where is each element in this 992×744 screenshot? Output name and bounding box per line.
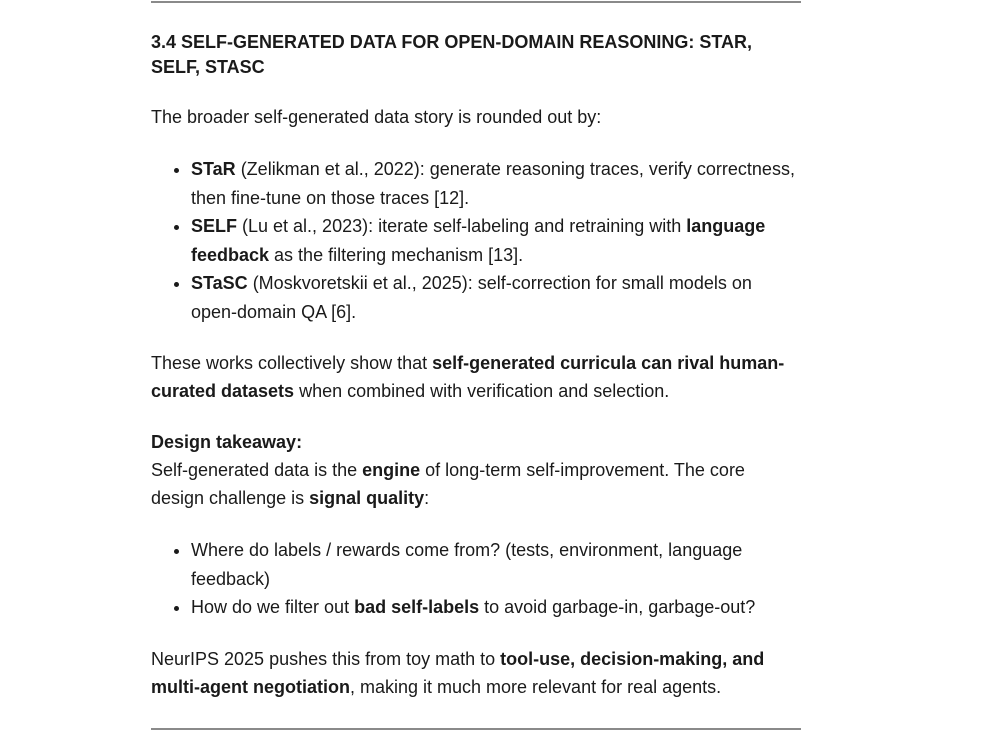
works-list xyxy=(151,155,801,326)
list-item-stasc xyxy=(191,269,801,326)
emphasis: tool-use, decision-making, and multi-agent negotiation xyxy=(151,648,765,697)
emphasis: engine xyxy=(362,460,421,480)
work-description: as the filtering mechanism [13]. xyxy=(269,244,524,265)
takeaway-paragraph: Design takeaway: Self-generated data is the engine of long-term self-improvement. The core design challenge is signal quality: xyxy=(151,428,801,512)
work-description: (Lu et al., 2023): iterate self-labeling and retraining with xyxy=(237,216,687,236)
list-item: • Where do labels / rewards come from? (tests, environment, language feedback) xyxy=(191,536,801,593)
top-divider xyxy=(151,1,801,3)
summary-paragraph: These works collectively show that self-generated curricula can rival human-curated datasets when combined with verification and selection. xyxy=(151,353,785,401)
questions-list xyxy=(151,536,801,622)
takeaway-heading: Design takeaway: xyxy=(151,432,303,452)
emphasis: self-generated curricula can rival human-curated datasets xyxy=(151,353,785,401)
emphasis: signal quality xyxy=(309,488,425,508)
list-item: • How do we filter out bad self-labels to avoid garbage-in, garbage-out? xyxy=(191,593,801,622)
list-item-self xyxy=(191,212,801,269)
document-page xyxy=(151,0,801,730)
list-item-star xyxy=(191,155,801,212)
work-name: STaSC xyxy=(191,273,248,293)
closing-paragraph: NeurIPS 2025 pushes this from toy math to tool-use, decision-making, and multi-agent negotiation, making it much more relevant for real agents. xyxy=(151,648,765,697)
intro-paragraph: The broader self-generated data story is rounded out by: xyxy=(151,107,602,127)
emphasis: bad self-labels xyxy=(354,597,480,617)
work-name: SELF xyxy=(191,216,238,236)
bottom-divider xyxy=(151,728,801,730)
work-description: (Moskvoretskii et al., 2025): self-correction for small models on open-domain QA [6]. xyxy=(191,273,752,322)
section-heading: 3.4 SELF-GENERATED DATA FOR OPEN-DOMAIN REASONING: STAR, SELF, STASC xyxy=(151,32,753,77)
work-name: STaR xyxy=(191,159,236,179)
work-description: (Zelikman et al., 2022): generate reasoning traces, verify correctness, then fine-tune on those traces [12]. xyxy=(191,159,795,208)
emphasis: language feedback xyxy=(191,216,766,265)
